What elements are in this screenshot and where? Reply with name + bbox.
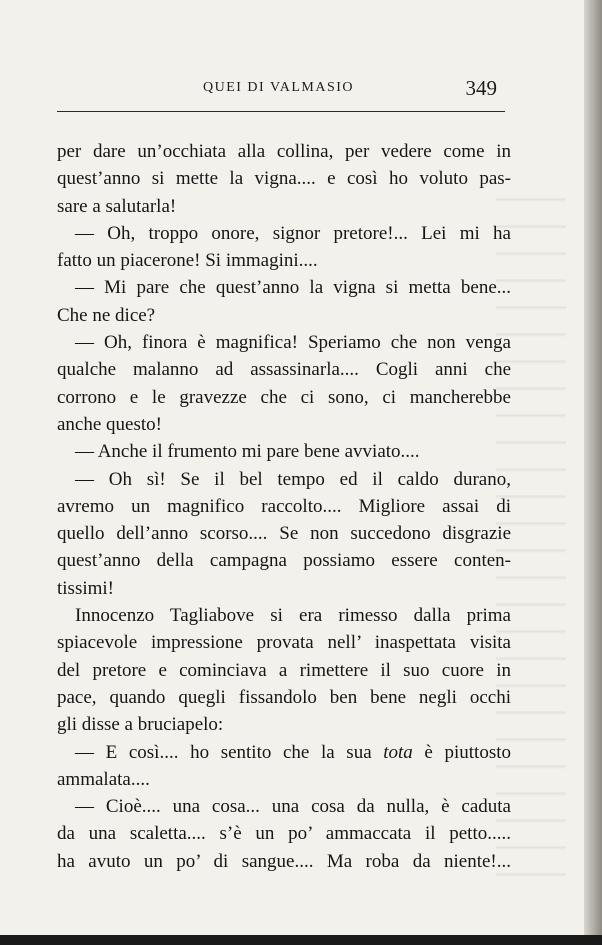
text-line: anche questo!	[57, 413, 162, 435]
text-line: spiacevole impressione provata nell’ inaspettata visita	[57, 632, 511, 654]
text-line-with-italic: — E così.... ho sentito che la sua tota è piuttosto	[75, 741, 511, 763]
text-line: — Cioè.... una cosa... una cosa da nulla, è caduta	[75, 796, 511, 818]
text-line: ammalata....	[57, 768, 150, 790]
text-line: Innocenzo Tagliabove si era rimesso dalla prima	[75, 605, 511, 627]
italic-word: tota	[383, 741, 413, 763]
header-rule	[57, 111, 505, 112]
text-line: quest’anno della campagna possiamo essere conten-	[57, 550, 511, 572]
text-line: quello dell’anno scorso.... Se non succedono disgrazie	[57, 523, 511, 545]
text-line: sare a salutarla!	[57, 195, 177, 217]
text-line: fatto un piacerone! Si immagini....	[57, 250, 318, 272]
text-line: del pretore e cominciava a rimettere il suo cuore in	[57, 659, 511, 681]
text-line: corrono e le gravezze che ci sono, ci mancherebbe	[57, 386, 511, 408]
text-line: gli disse a bruciapelo:	[57, 714, 224, 736]
text-line: pace, quando quegli fissandolo ben bene negli occhi	[57, 686, 511, 708]
text-line: per dare un’occhiata alla collina, per vedere come in	[57, 141, 511, 162]
text-line: quest’anno si mette la vigna.... e così ho voluto pas-	[57, 168, 511, 190]
running-head: QUEI DI VALMASIO	[203, 80, 355, 95]
text-line: — Oh, troppo onore, signor pretore!... Lei mi ha	[75, 222, 511, 244]
page-header	[57, 76, 505, 110]
body-text	[57, 138, 511, 875]
text-line: — Anche il frumento mi pare bene avviato....	[75, 441, 420, 463]
text-line: avremo un magnifico raccolto.... Migliore assai di	[57, 495, 511, 517]
text-line: tissimi!	[57, 577, 115, 599]
text-line: qualche malanno ad assassinarla.... Cogli anni che	[57, 359, 511, 381]
text-line: — Oh, finora è magnifica! Speriamo che non venga	[75, 332, 511, 354]
text-line: Che ne dice?	[57, 304, 156, 326]
text-line: — Mi pare che quest’anno la vigna si metta bene...	[75, 277, 511, 299]
page-edge	[584, 0, 602, 935]
text-line: da una scaletta.... s’è un po’ ammaccata il petto.....	[57, 823, 511, 845]
text-line: — Oh sì! Se il bel tempo ed il caldo durano,	[75, 468, 511, 490]
page-number: 349	[465, 76, 497, 100]
text-line: ha avuto un po’ di sangue.... Ma roba da niente!...	[57, 850, 511, 872]
